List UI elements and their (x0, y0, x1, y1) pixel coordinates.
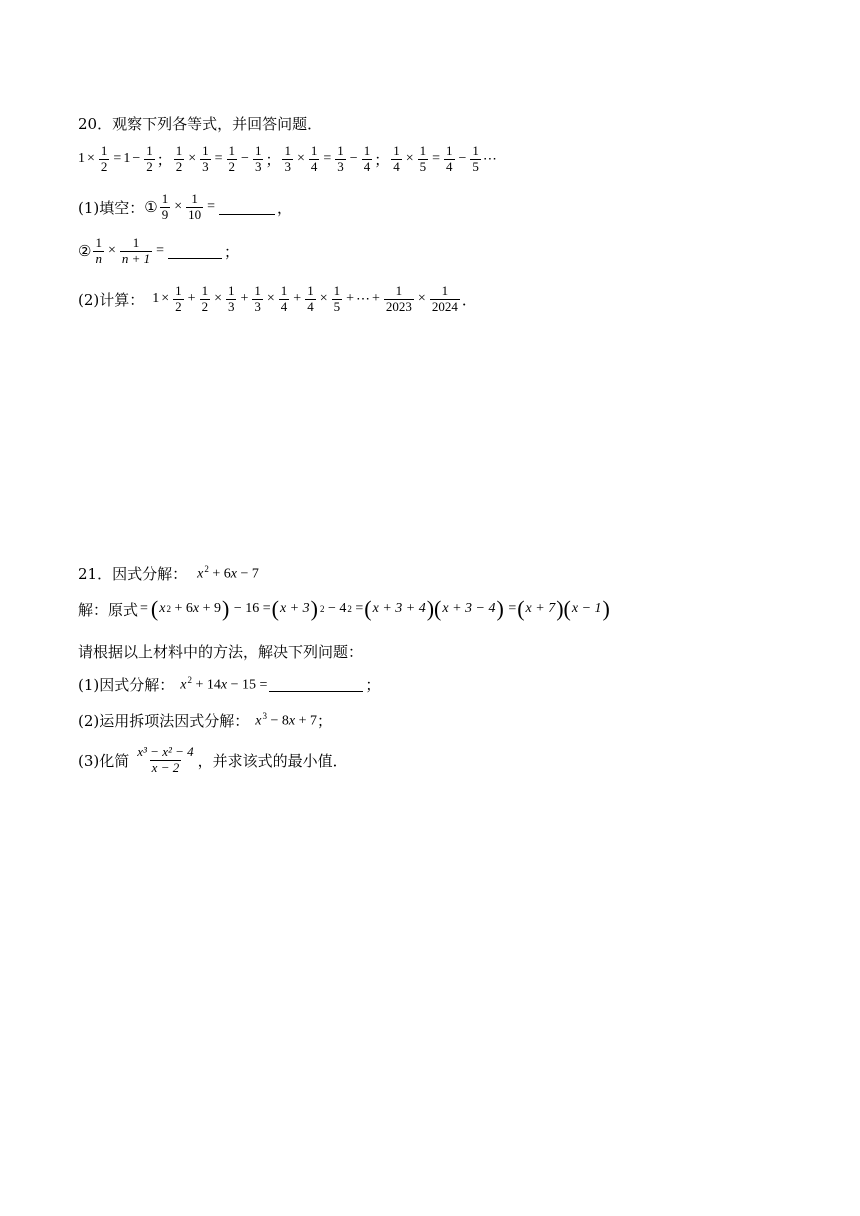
eq1-lead: 1 (78, 151, 85, 167)
q20-part1-label: (1)填空： (78, 198, 145, 217)
eq3-frac-d: $\frac{1}{4}$ (363, 143, 371, 174)
q20-part1-2: ② $\frac{1}{n}$ × $\frac{1}{n + 1}$ = ； (78, 235, 240, 266)
p2-frac-b: $\frac{1}{n + 1}$ (121, 235, 151, 266)
sep: ； (265, 150, 281, 169)
q21-heading (78, 563, 820, 584)
q21-instruction: 请根据以上材料中的方法，解决下列问题： (78, 643, 364, 661)
calc-dots: ⋯ (356, 291, 370, 307)
eq2-frac-d: $\frac{1}{3}$ (254, 143, 262, 174)
calc-term-1: $\frac{1}{2}$ (175, 283, 182, 314)
calc-one: 1 (152, 291, 160, 307)
calc-term-2024: $\frac{1}{2024}$ (431, 283, 458, 314)
sep: ； (156, 150, 172, 169)
p3-numerator: x³ − x² − 4 (137, 744, 194, 759)
calc-term-2023: $\frac{1}{2023}$ (385, 283, 412, 314)
q21-title: 因式分解： (112, 565, 188, 583)
q20-part2-label: (2)计算： (78, 290, 145, 309)
q21-part3-tail: ，并求该式的最小值． (197, 751, 348, 770)
calc-term-2: $\frac{1}{2}$ (201, 283, 209, 314)
q20-title: 观察下列各等式，并回答问题． (112, 115, 323, 133)
eq3-frac-b: $\frac{1}{4}$ (310, 143, 318, 174)
sep: ； (374, 150, 390, 169)
period: ． (461, 290, 477, 309)
p1-term: − 15 = (230, 677, 268, 693)
eq3-frac-c: $\frac{1}{3}$ (337, 143, 344, 174)
q21-part1: (1)因式分解： $x^2 + 14x - 15$ = ； (78, 675, 381, 694)
calc-term-6: $\frac{1}{4}$ (307, 283, 314, 314)
eq1-frac-a: $\frac{1}{2}$ (100, 143, 108, 174)
eq1-one: 1 (123, 151, 131, 167)
answer-blank-2[interactable] (168, 244, 222, 259)
p2-frac-a: $\frac{1}{n}$ (95, 235, 102, 266)
q20-part2: (2)计算： 1 × $\frac{1}{2}$ + $\frac{1}{2}$ × $\frac{1}{3}$ + $\frac{1}{3}$ × $\frac{1}{4}$ + $\frac{1}{4}$ × $\frac{1}{5}$ + ⋯ + $\frac{1}{2023}$ × $\frac{1}{2024}$ ． (78, 283, 477, 314)
expr-term: + 6 (212, 566, 231, 582)
eq2-frac-c: $\frac{1}{2}$ (228, 143, 236, 174)
q20-equations: 1 × $\frac{1}{2}$ = 1 − $\frac{1}{2}$ ； $\frac{1}{2}$ × $\frac{1}{3}$ = $\frac{1}{2}$ − $\frac{1}{3}$ ； $\frac{1}{3}$ × $\frac{1}{4}$ = $\frac{1}{3}$ − $\frac{1}{4}$ ； $\frac{1}{4}$ × $\frac{1}{5}$ = $\frac{1}{4}$ − $\frac{1}{5}$ ⋯ (78, 143, 497, 174)
q20-number: 20． (78, 115, 113, 133)
comma: ， (277, 198, 293, 217)
solution-expr: ( x 2 + 6 x + 9 ) − 16 = ( x + 3 ) 2 − 4 2 = ( x + 3 + 4 )( x + 3 − 4 ) = ( x + 7 )( x − 1 ) (150, 596, 610, 621)
q21-part3 (78, 745, 820, 776)
var-x: x (230, 566, 237, 582)
eq4-frac-a: $\frac{1}{4}$ (393, 143, 400, 174)
semicolon: ； (317, 712, 333, 730)
eq4-frac-c: $\frac{1}{4}$ (446, 143, 453, 174)
answer-blank-1[interactable] (219, 200, 275, 215)
eq1-frac-b: $\frac{1}{2}$ (146, 143, 153, 174)
q21-part2: (2)运用拆项法因式分解： $x^3 - 8x + 7$ ； (78, 711, 333, 730)
calc-term-5: $\frac{1}{4}$ (280, 283, 288, 314)
solution-label: 解：原式 (78, 600, 139, 619)
var-x: x (180, 677, 187, 693)
answer-blank-3[interactable] (269, 677, 363, 692)
exp-2: 2 (204, 564, 209, 575)
expr-term: − 7 (240, 566, 259, 582)
p3-denominator: x − 2 (151, 759, 180, 775)
p1-frac-b: $\frac{1}{10}$ (188, 191, 202, 222)
p1-frac-a: $\frac{1}{9}$ (161, 191, 169, 222)
q20-part1: (1)填空： ① $\frac{1}{9}$ × $\frac{1}{10}$ = ， (78, 191, 293, 222)
calc-term-7: $\frac{1}{5}$ (333, 283, 341, 314)
p2-term: − 8 (270, 713, 289, 729)
eq3-frac-a: $\frac{1}{3}$ (284, 143, 291, 174)
p2-term: + 7 (298, 713, 317, 729)
eq4-frac-d: $\frac{1}{5}$ (472, 143, 479, 174)
semicolon: ； (365, 676, 381, 694)
ellipsis: ⋯ (482, 151, 497, 167)
q21-part2-label: (2)运用拆项法因式分解： (78, 712, 250, 730)
var-x: x (197, 566, 204, 582)
q21-number: 21． (78, 565, 113, 583)
q21-part3-label: (3)化简 (78, 751, 130, 770)
circle-1: ① (144, 198, 158, 217)
eq2-frac-b: $\frac{1}{3}$ (202, 143, 209, 174)
p3-fraction (135, 745, 195, 776)
eq4-frac-b: $\frac{1}{5}$ (419, 143, 427, 174)
circle-2: ② (78, 242, 92, 261)
eq2-frac-a: $\frac{1}{2}$ (175, 143, 183, 174)
calc-term-4: $\frac{1}{3}$ (254, 283, 261, 314)
q21-solution: 解：原式 = ( x 2 + 6 x + 9 ) − 16 = ( x + 3 ) 2 − 4 2 = ( x + 3 + 4 )( x + 3 − 4 ) = ( x + 7 )( x − 1 ) (78, 596, 610, 621)
semicolon: ； (224, 242, 240, 261)
p1-term: + 14 (195, 677, 221, 693)
q21-part1-label: (1)因式分解： (78, 676, 175, 694)
q20-heading (78, 113, 820, 134)
calc-term-3: $\frac{1}{3}$ (227, 283, 235, 314)
